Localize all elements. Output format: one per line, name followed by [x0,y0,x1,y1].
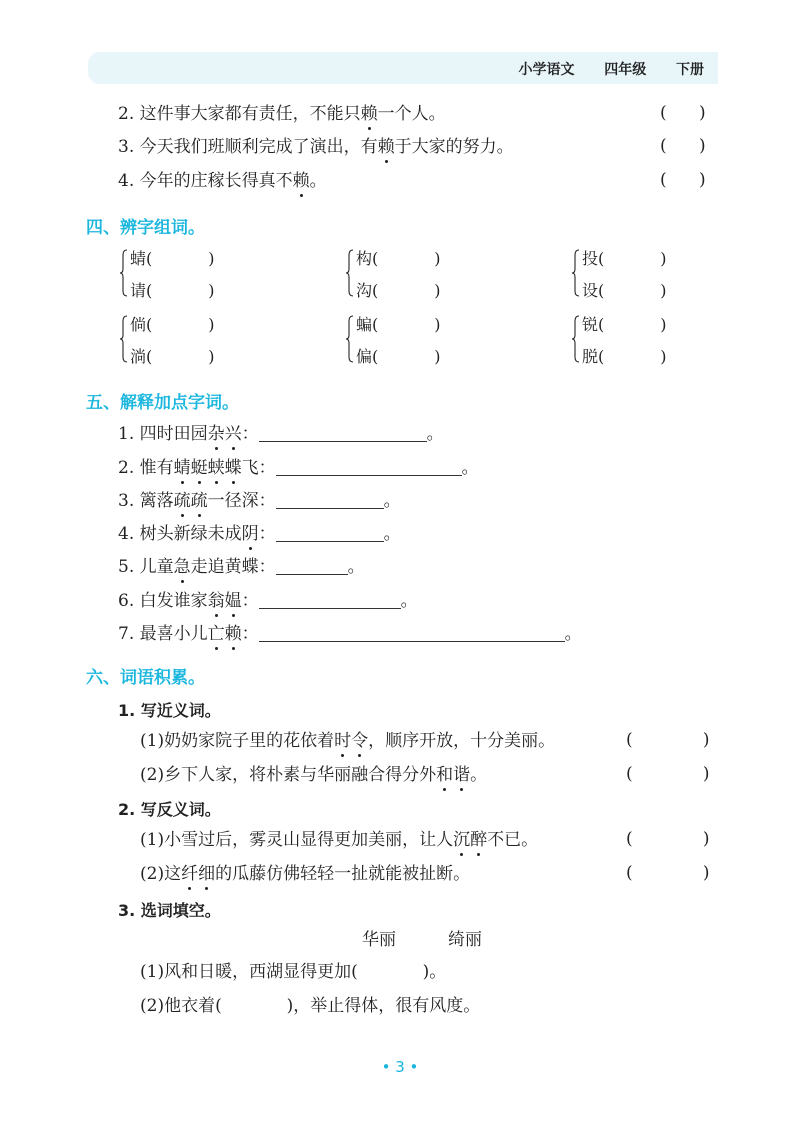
answer-paren[interactable]: ( ) [626,730,710,750]
emphasized-text [436,765,470,785]
explain-line [118,590,418,612]
explain-line [118,457,479,479]
brace-icon [572,249,580,293]
sentence-text: (1)小雪过后，雾灵山显得更加美丽，让人 [140,830,454,850]
question-number: 5. [118,557,135,577]
question-text: 。 [383,491,401,511]
section-4-title: 四、辨字组词。 [86,218,205,238]
char-pair-bottom[interactable]: 淌( ) [130,347,215,366]
question-number: 7. [118,624,135,644]
sentence-text: (1)风和日暖，西湖显得更加( [140,962,358,982]
sentence-text: )，举止得体，很有风度。 [286,996,481,1016]
question-number: 2. [118,458,135,478]
answer-paren[interactable]: ( ) [626,863,710,883]
brace-icon [346,249,354,293]
choice-word: 绮丽 [448,930,482,950]
dotted-char: 和 [436,765,454,785]
emphasized-text [174,458,242,478]
emphasized-text [378,137,395,157]
emphasized-text [453,830,487,850]
question-text: 一径深： [207,491,276,511]
emphasized-text [208,424,242,444]
subsection-3-title: 3. 选词填空。 [118,901,221,920]
char-pair-bottom[interactable]: 脱( ) [582,347,667,366]
answer-blank[interactable] [276,556,348,575]
question-number: 3. [118,491,135,511]
explain-line [118,556,365,578]
question-number: 4. [118,524,135,544]
sentence-line [140,829,538,851]
sentence-text: (2)这 [140,864,182,884]
char-pair-top[interactable]: 倘( ) [130,315,215,334]
sentence-text: 不已。 [487,830,539,850]
answer-blank[interactable] [259,623,565,642]
dotted-char: 亡 [207,624,225,644]
question-text: 走追黄蝶： [190,557,276,577]
dotted-char: 急 [173,557,191,577]
question-line [118,136,514,158]
emphasized-text [181,864,215,884]
question-text: 树头新绿未成 [139,524,242,544]
explain-line [118,490,401,512]
dotted-char: 赖 [224,624,242,644]
brace-icon [572,315,580,359]
question-number: 3. [118,137,135,157]
dotted-char: 蝶 [224,458,242,478]
char-pair-bottom[interactable]: 偏( ) [356,347,441,366]
question-text: 最喜小儿 [139,624,208,644]
dotted-char: 杂 [207,424,225,444]
explain-line [118,423,444,445]
section-6-title: 六、词语积累。 [86,668,205,688]
sentence-text: (2)乡下人家，将朴素与华丽融合得分外 [140,765,437,785]
choice-word: 华丽 [362,930,396,950]
dotted-char: 疏 [173,491,191,511]
brace-icon [120,249,128,293]
sentence-text: )。 [422,962,447,982]
question-text: 白发谁家 [139,591,208,611]
dotted-char: 醉 [470,830,488,850]
question-text: ： [241,624,259,644]
answer-paren[interactable]: ( ) [626,764,710,784]
dotted-char: 赖 [360,104,378,124]
sentence-text: (2)他衣着( [140,996,222,1016]
dotted-char: 翁 [207,591,225,611]
dotted-char: 疏 [190,491,208,511]
dotted-char: 谐 [453,765,471,785]
answer-paren[interactable]: ( ) [660,103,706,123]
explain-line [118,623,582,645]
section-5-title: 五、解释加点字词。 [86,393,239,413]
question-text: 。 [564,624,582,644]
question-text: 。 [309,171,327,191]
char-pair-bottom[interactable]: 沟( ) [356,281,441,300]
sentence-text: (1)奶奶家院子里的花依着 [140,731,335,751]
dotted-char: 媪 [224,591,242,611]
dotted-char: 赖 [377,137,395,157]
question-text: 今年的庄稼长得真不 [139,171,293,191]
emphasized-text [242,524,259,544]
question-text: 今天我们班顺利完成了演出，有 [139,137,378,157]
emphasized-text [334,731,368,751]
word-choices [362,929,534,951]
dotted-char: 赖 [292,171,310,191]
question-text: 飞： [241,458,276,478]
question-text: 惟有 [139,458,174,478]
question-text: 一个人。 [377,104,446,124]
question-number: 4. [118,171,135,191]
page-number: • 3 • [381,1058,419,1076]
answer-blank[interactable] [276,490,384,509]
answer-paren[interactable]: ( ) [660,136,706,156]
question-number: 6. [118,591,135,611]
question-line [118,170,327,192]
emphasized-text [208,624,242,644]
char-pair-top[interactable]: 锐( ) [582,315,667,334]
question-text: 。 [347,557,365,577]
question-text: ： [241,424,259,444]
question-text: 。 [461,458,479,478]
char-pair-top[interactable]: 构( ) [356,249,441,268]
dotted-char: 纤 [181,864,199,884]
sentence-line [140,863,470,885]
dotted-char: 沉 [453,830,471,850]
dotted-char: 蜓 [190,458,208,478]
dotted-char: 令 [351,731,369,751]
emphasized-text [293,171,310,191]
answer-blank[interactable] [259,590,401,609]
char-pair-top[interactable]: 蜻( ) [130,249,215,268]
question-text: ： [258,524,276,544]
answer-blank[interactable] [259,423,427,442]
answer-paren[interactable]: ( ) [626,829,710,849]
emphasized-text [174,491,208,511]
emphasized-text [174,557,191,577]
question-text: 篱落 [139,491,174,511]
dotted-char: 蛱 [207,458,225,478]
question-number: 1. [118,424,135,444]
question-text: 。 [400,591,418,611]
fill-line [140,995,480,1017]
dotted-char: 蜻 [173,458,191,478]
char-pair-top[interactable]: 蝙( ) [356,315,441,334]
explain-line [118,523,401,545]
char-pair-top[interactable]: 投( ) [582,249,667,268]
brace-icon [120,315,128,359]
brace-icon [346,315,354,359]
dotted-char: 兴 [224,424,242,444]
question-text: 于大家的努力。 [394,137,514,157]
sentence-text: 。 [470,765,488,785]
dotted-char: 细 [198,864,216,884]
fill-gap[interactable] [222,996,287,1016]
question-text: 。 [426,424,444,444]
char-pair-bottom[interactable]: 设( ) [582,281,667,300]
answer-paren[interactable]: ( ) [660,170,706,190]
answer-blank[interactable] [276,523,384,542]
subsection-1-title: 1. 写近义词。 [118,701,221,720]
question-number: 2. [118,104,135,124]
subsection-2-title: 2. 写反义词。 [118,800,221,819]
fill-gap[interactable] [358,962,423,982]
question-text: ： [241,591,259,611]
emphasized-text [361,104,378,124]
sentence-line [140,764,487,786]
question-text: 四时田园 [139,424,208,444]
dotted-char: 时 [334,731,352,751]
header-text: 小学语文 四年级 下册 [518,62,704,78]
question-text: 儿童 [139,557,174,577]
fill-line [140,961,446,983]
sentence-text: ，顺序开放，十分美丽。 [368,731,556,751]
dotted-char: 阴 [241,524,259,544]
emphasized-text [208,591,242,611]
sentence-line [140,730,555,752]
sentence-text: 的瓜藤仿佛轻轻一扯就能被扯断。 [215,864,471,884]
answer-blank[interactable] [276,457,462,476]
question-text: 这件事大家都有责任，不能只 [139,104,361,124]
question-line [118,103,446,125]
header-bar [88,52,718,84]
question-text: 。 [383,524,401,544]
char-pair-bottom[interactable]: 请( ) [130,281,215,300]
